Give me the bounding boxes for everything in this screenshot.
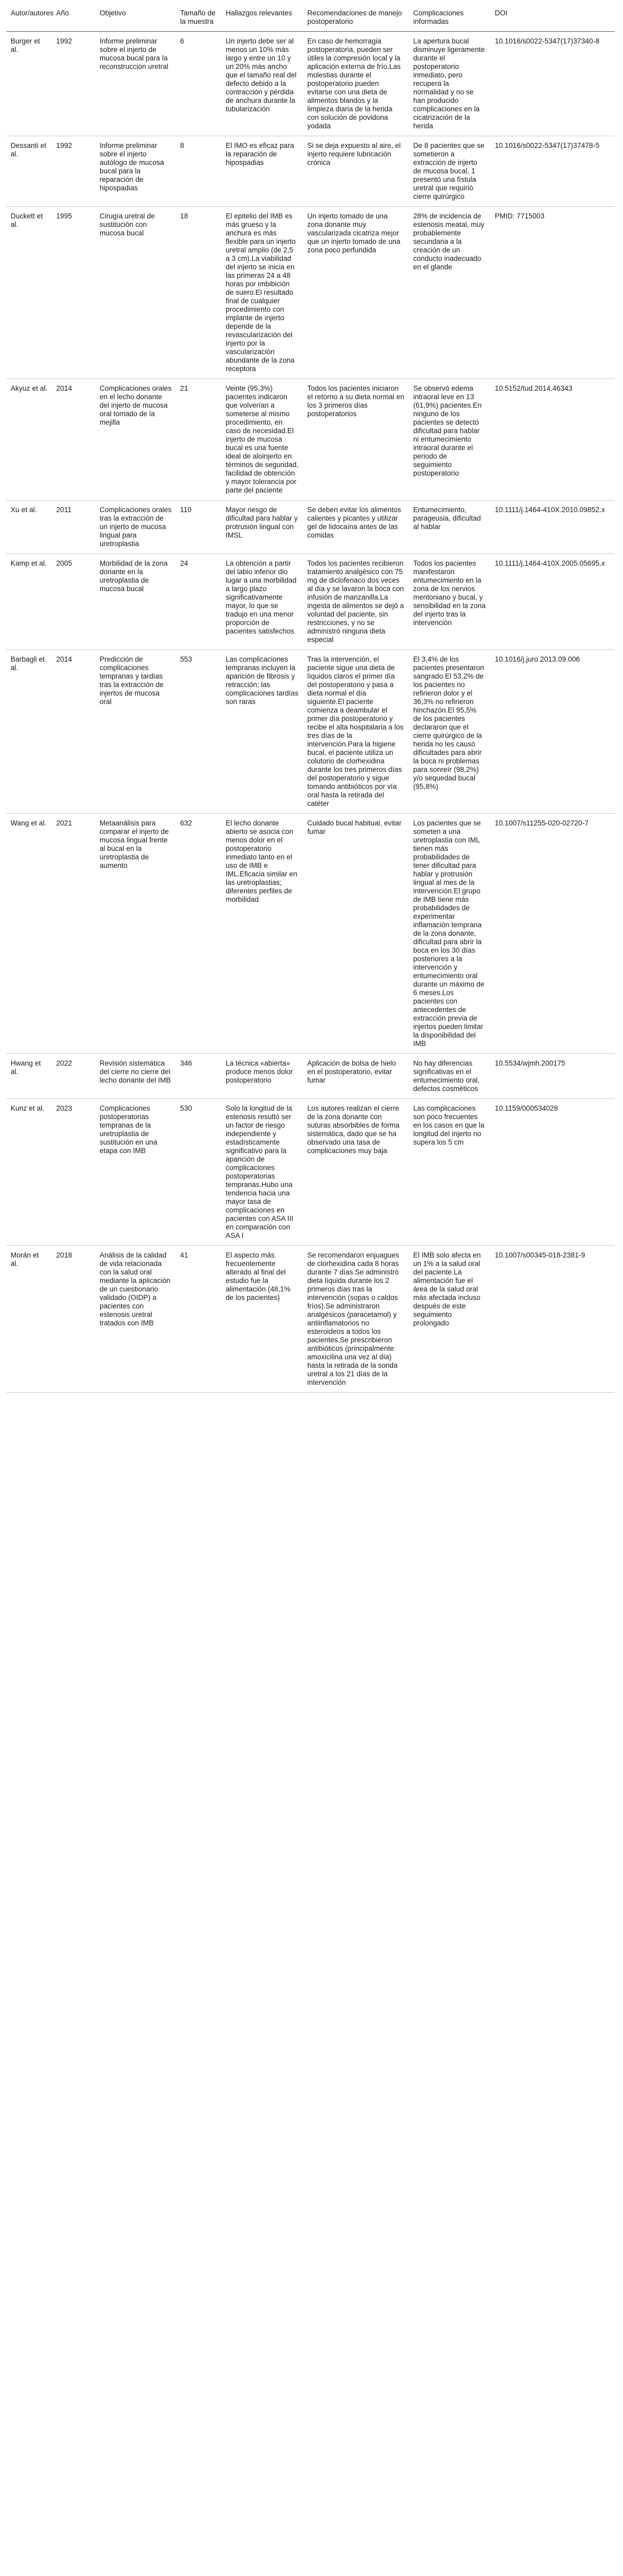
cell-objective: Complicaciones postoperatorias tempranas de la uretroplastia de sustitución en una etapa con IMB — [95, 1099, 176, 1246]
table-row — [6, 32, 615, 136]
cell-findings: El epitelio del IMB es más grueso y la anchura es más flexible para un injerto uretral amplio (de 2,5 a 3 cm).La viabilidad del injerto se inicia en las primeras 24 a 48 horas por imbibición de suero.El resultado final de cualquier procedimiento con implante de injerto depende de la revascularización del injerto por la vascularización abundante de la zona receptora — [221, 207, 303, 379]
cell-recommendations: Aplicación de bolsa de hielo en el postoperatorio, evitar fumar — [303, 1054, 409, 1099]
cell-doi: 10.1111/j.1464-410X.2010.09852.x — [491, 500, 615, 554]
cell-objective: Complicaciones orales tras la extracción de un injerto de mucosa lingual para uretroplastia — [95, 500, 176, 554]
cell-recommendations: Se deben evitar los alimentos calientes y picantes y utilizar gel de lidocaína antes de las comidas — [303, 500, 409, 554]
table-row — [6, 1099, 615, 1246]
cell-authors: Kunz et al. — [6, 1099, 52, 1246]
cell-complications: El 3,4% de los pacientes presentaron sangrado.El 53,2% de los pacientes no refirieron dolor y el 36,3% no refirieron hinchazón.El 95,5% de los pacientes declararon que el cierre quirúrgico de la herida no les causó dificultades para abrir la boca ni problemas para sonreír (98,2%) y/o sequedad bucal (95,8%) — [409, 650, 491, 814]
cell-year: 1992 — [52, 32, 95, 136]
cell-recommendations: Tras la intervención, el paciente sigue una dieta de líquidos claros el primer día del postoperatorio y pasa a dieta normal el día siguiente.El paciente comienza a deambular el primer día postoperatorio y recibe el alta hospitalaria a los tres días de la intervención.Para la higiene bucal, el paciente utiliza un colutorio de clorhexidina durante los tres primeros días del postoperatorio y sigue tomando antibióticos por vía oral hasta la retirada del catéter — [303, 650, 409, 814]
cell-sample-size: 346 — [176, 1054, 221, 1099]
cell-doi: 10.1111/j.1464-410X.2005.05695.x — [491, 554, 615, 650]
table-row — [6, 554, 615, 650]
cell-findings: Mayor riesgo de dificultad para hablar y protrusión lingual con IMSL — [221, 500, 303, 554]
cell-recommendations: Todos los pacientes recibieron tratamiento analgésico con 75 mg de diclofenaco dos veces al día y se lavaron la boca con infusión de manzanilla.La ingesta de alimentos se dejó a voluntad del paciente, sin restricciones, y no se administró ninguna dieta especial — [303, 554, 409, 650]
cell-doi: PMID: 7715003 — [491, 207, 615, 379]
cell-objective: Revisión sistemática del cierre no cierre del lecho donante del IMB — [95, 1054, 176, 1099]
cell-objective: Informe preliminar sobre el injerto de mucosa bucal para la reconstrucción uretral — [95, 32, 176, 136]
cell-year: 2021 — [52, 814, 95, 1054]
cell-complications: De 8 pacientes que se sometieron a extracción de injerto de mucosa bucal, 1 presentó una fístula uretral que requirió cierre quirúrgico — [409, 136, 491, 207]
cell-authors: Barbagli et al. — [6, 650, 52, 814]
cell-complications: La apertura bucal disminuye ligeramente durante el postoperatorio inmediato, pero recupera la normalidad y no se han producido complicaciones en la cicatrización de la herida — [409, 32, 491, 136]
cell-sample-size: 6 — [176, 32, 221, 136]
cell-authors: Hwang et al. — [6, 1054, 52, 1099]
cell-findings: El aspecto más frecuentemente alterado al final del estudio fue la alimentación (48,1% de los pacientes) — [221, 1246, 303, 1393]
header-doi: DOI — [491, 4, 615, 32]
cell-doi: 10.1016/j.juro.2013.09.006 — [491, 650, 615, 814]
cell-findings: Las complicaciones tempranas incluyen la aparición de fibrosis y retracción; las complicaciones tardías son raras — [221, 650, 303, 814]
cell-doi: 10.5534/wjmh.200175 — [491, 1054, 615, 1099]
cell-sample-size: 632 — [176, 814, 221, 1054]
cell-sample-size: 530 — [176, 1099, 221, 1246]
header-recommendations: Recomendaciones de manejo postoperatorio — [303, 4, 409, 32]
cell-year: 2014 — [52, 650, 95, 814]
cell-doi: 10.5152/tud.2014.46343 — [491, 379, 615, 500]
cell-objective: Predicción de complicaciones tempranas y tardías tras la extracción de injertos de mucosa oral — [95, 650, 176, 814]
cell-year: 1995 — [52, 207, 95, 379]
cell-year: 2022 — [52, 1054, 95, 1099]
header-row — [6, 4, 615, 32]
header-sample-size: Tamaño de la muestra — [176, 4, 221, 32]
cell-objective: Morbilidad de la zona donante en la uretroplastia de mucosa bucal — [95, 554, 176, 650]
cell-findings: La obtención a partir del labio inferior dio lugar a una morbilidad a largo plazo significativamente mayor, lo que se tradujo en una menor proporción de pacientes satisfechos — [221, 554, 303, 650]
cell-authors: Morán et al. — [6, 1246, 52, 1393]
cell-authors: Xu et al. — [6, 500, 52, 554]
table-row — [6, 207, 615, 379]
table-row — [6, 500, 615, 554]
cell-doi: 10.1007/s00345-018-2381-9 — [491, 1246, 615, 1393]
table-header — [6, 4, 615, 32]
cell-recommendations: Un injerto tomado de una zona donante muy vascularizada cicatriza mejor que un injerto tomado de una zona poco perfundida — [303, 207, 409, 379]
cell-authors: Duckett et al. — [6, 207, 52, 379]
studies-table — [6, 4, 615, 1393]
cell-complications: No hay diferencias significativas en el entumecimiento oral, defectos cosméticos — [409, 1054, 491, 1099]
cell-objective: Metaanálisis para comparar el injerto de mucosa lingual frente al bucal en la uretroplastia de aumento — [95, 814, 176, 1054]
cell-sample-size: 110 — [176, 500, 221, 554]
cell-complications: Se observó edema intraoral leve en 13 (61,9%) pacientes.En ninguno de los pacientes se detectó dificultad para hablar ni entumecimiento intraoral durante el periodo de seguimiento postoperatorio — [409, 379, 491, 500]
cell-sample-size: 24 — [176, 554, 221, 650]
cell-doi: 10.1016/s0022-5347(17)37340-8 — [491, 32, 615, 136]
cell-authors: Akyuz et al. — [6, 379, 52, 500]
cell-recommendations: Se recomendaron enjuagues de clorhexidina cada 8 horas durante 7 días.Se administró dieta líquida durante los 2 primeros días tras la intervención (sopas o caldos fríos).Se administraron analgésicos (paracetamol) y antiinflamatorios no esteroideos a todos los pacientes.Se prescribieron antibióticos (principalmente amoxicilina una vez al día) hasta la retirada de la sonda uretral a los 21 días de la intervención — [303, 1246, 409, 1393]
cell-complications: Todos los pacientes manifestaron entumecimiento en la zona de los nervios mentoniano y bucal, y sensibilidad en la zona del injerto tras la intervención — [409, 554, 491, 650]
cell-objective: Cirugía uretral de sustitución con mucosa bucal — [95, 207, 176, 379]
header-objective: Objetivo — [95, 4, 176, 32]
cell-objective: Complicaciones orales en el lecho donante del injerto de mucosa oral tomado de la mejilla — [95, 379, 176, 500]
cell-year: 2023 — [52, 1099, 95, 1246]
cell-findings: El lecho donante abierto se asocia con menos dolor en el postoperatorio inmediato tanto en el uso de IMB e IML.Eficacia similar en las uretroplastias; diferentes perfiles de morbilidad — [221, 814, 303, 1054]
cell-year: 2005 — [52, 554, 95, 650]
table-row — [6, 379, 615, 500]
cell-complications: Entumecimiento, parageusia, dificultad al hablar — [409, 500, 491, 554]
cell-recommendations: Si se deja expuesto al aire, el injerto requiere lubricación crónica — [303, 136, 409, 207]
cell-sample-size: 21 — [176, 379, 221, 500]
cell-authors: Burger et al. — [6, 32, 52, 136]
cell-objective: Informe preliminar sobre el injerto autólogo de mucosa bucal para la reparación de hipospadias — [95, 136, 176, 207]
cell-complications: 28% de incidencia de estenosis meatal, muy probablemente secundaria a la creación de un conducto inadecuado en el glande — [409, 207, 491, 379]
cell-complications: Las complicaciones son poco frecuentes en los casos en que la longitud del injerto no supera los 5 cm — [409, 1099, 491, 1246]
cell-year: 2011 — [52, 500, 95, 554]
table-row — [6, 1246, 615, 1393]
table-row — [6, 136, 615, 207]
cell-year: 2018 — [52, 1246, 95, 1393]
cell-doi: 10.1007/s11255-020-02720-7 — [491, 814, 615, 1054]
header-findings: Hallazgos relevantes — [221, 4, 303, 32]
cell-authors: Wang et al. — [6, 814, 52, 1054]
cell-authors: Dessanti et al. — [6, 136, 52, 207]
cell-recommendations: En caso de hemorragia postoperatoria, pueden ser útiles la compresión local y la aplicación externa de frío.Las molestias durante el postoperatorio pueden evitarse con una dieta de alimentos blandos y la limpieza diaria de la herida con solución de povidona yodada — [303, 32, 409, 136]
cell-doi: 10.1159/000534028 — [491, 1099, 615, 1246]
cell-findings: Un injerto debe ser al menos un 10% más largo y entre un 10 y un 20% más ancho que el tamaño real del defecto debido a la contracción y pérdida de anchura durante la tubularización — [221, 32, 303, 136]
table-row — [6, 650, 615, 814]
cell-findings: Veinte (95,3%) pacientes indicaron que volverían a someterse al mismo procedimiento, en caso de necesidad.El injerto de mucosa bucal es una fuente ideal de aloinjerto en términos de seguridad, facilidad de obtención y mayor tolerancia por parte del paciente — [221, 379, 303, 500]
cell-sample-size: 18 — [176, 207, 221, 379]
table-row — [6, 814, 615, 1054]
header-authors: Autor/autores — [6, 4, 52, 32]
cell-year: 1992 — [52, 136, 95, 207]
cell-recommendations: Cuidado bucal habitual, evitar fumar — [303, 814, 409, 1054]
cell-sample-size: 8 — [176, 136, 221, 207]
cell-findings: La técnica «abierta» produce menos dolor postoperatorio — [221, 1054, 303, 1099]
cell-complications: El IMB solo afecta en un 1% a la salud oral del paciente.La alimentación fue el área de la salud oral más afectada incluso después de este seguimiento prolongado — [409, 1246, 491, 1393]
cell-findings: Solo la longitud de la estenosis resultó ser un factor de riesgo independiente y estadísticamente significativo para la aparición de complicaciones postoperatorias tempranas.Hubo una tendencia hacia una mayor tasa de complicaciones en pacientes con ASA III en comparación con ASA I — [221, 1099, 303, 1246]
cell-doi: 10.1016/s0022-5347(17)37478-5 — [491, 136, 615, 207]
cell-recommendations: Todos los pacientes iniciaron el retorno a su dieta normal en los 3 primeros días postoperatorios — [303, 379, 409, 500]
cell-authors: Kamp et al. — [6, 554, 52, 650]
cell-objective: Análisis de la calidad de vida relacionada con la salud oral mediante la aplicación de un cuestionario validado (OIDP) a pacientes con estenosis uretral tratados con IMB — [95, 1246, 176, 1393]
cell-complications: Los pacientes que se someten a una uretroplastia con IML tienen más probabilidades de tener dificultad para hablar y protrusión lingual al mes de la intervención.El grupo de IMB tiene más probabilidades de experimentar inflamación temprana de la zona donante, dificultad para abrir la boca en los 30 días posteriores a la intervención y entumecimiento oral durante un máximo de 6 meses.Los pacientes con antecedentes de extracción previa de injertos pueden limitar la disponibilidad del IMB — [409, 814, 491, 1054]
cell-recommendations: Los autores realizan el cierre de la zona donante con suturas absorbibles de forma sistemática, dado que se ha observado una tasa de complicaciones muy baja — [303, 1099, 409, 1246]
table-row — [6, 1054, 615, 1099]
cell-sample-size: 553 — [176, 650, 221, 814]
table-body — [6, 32, 615, 1393]
cell-findings: El IMO es eficaz para la reparación de hipospadias — [221, 136, 303, 207]
cell-year: 2014 — [52, 379, 95, 500]
cell-sample-size: 41 — [176, 1246, 221, 1393]
header-complications: Complicaciones informadas — [409, 4, 491, 32]
header-year: Año — [52, 4, 95, 32]
